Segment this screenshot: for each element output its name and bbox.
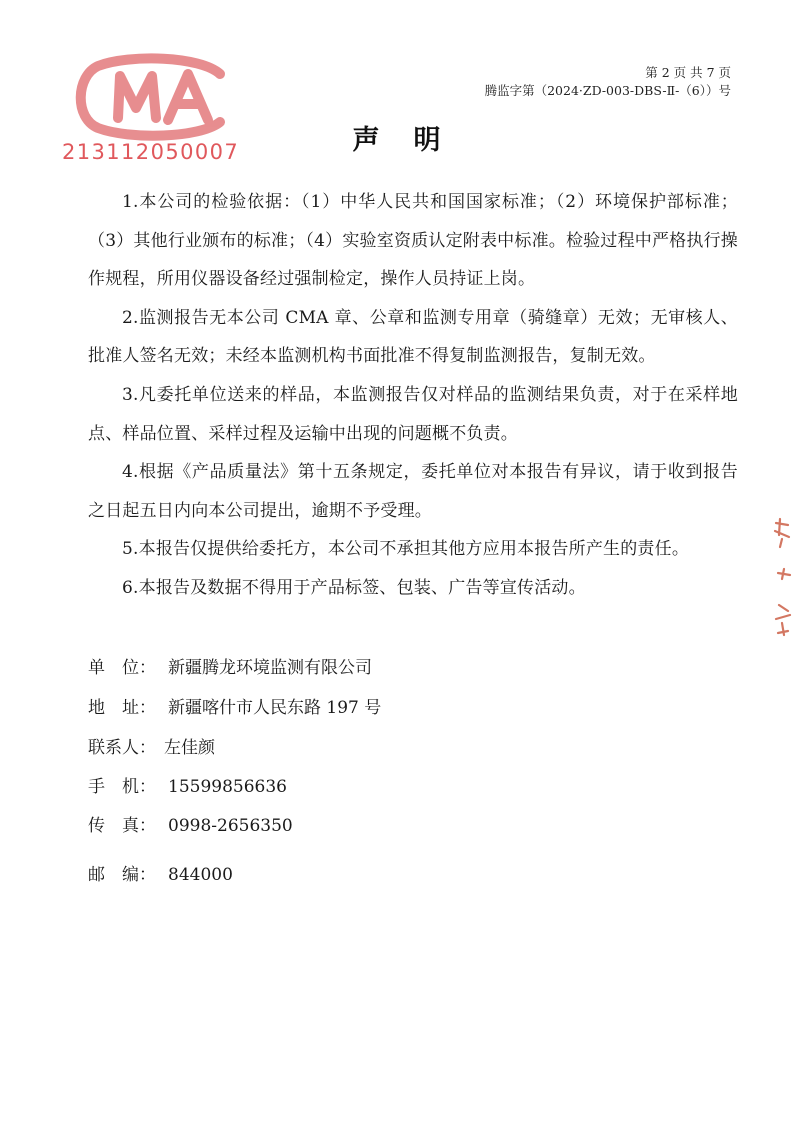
contact-address: [88, 693, 381, 718]
report-number: 腾监字第（2024·ZD-003-DBS-Ⅱ-（6））号: [484, 83, 731, 98]
cma-certificate-number: 213112050007: [62, 140, 240, 164]
postcode-value: 844000: [168, 865, 233, 885]
declaration-paragraph-5: 5.本报告仅提供给委托方，本公司不承担其他方应用本报告所产生的责任。: [122, 539, 690, 560]
declaration-paragraph-6: 6.本报告及数据不得用于产品标签、包装、广告等宣传活动。: [122, 577, 586, 598]
declaration-body: [88, 183, 738, 608]
contact-mobile: [88, 772, 287, 797]
fax-value: 0998-2656350: [168, 816, 293, 836]
unit-value: 新疆腾龙环境监测有限公司: [168, 658, 372, 678]
contact-postcode: [88, 860, 233, 885]
address-label: 地 址：: [88, 698, 156, 718]
contact-person-label: 联系人：: [88, 738, 156, 758]
fax-label: 传 真：: [88, 816, 156, 836]
contact-person-value: 左佳颜: [164, 738, 215, 758]
mobile-value: 15599856636: [168, 777, 287, 797]
contact-unit: [88, 653, 372, 678]
seam-stamp-marks: [770, 515, 793, 645]
page-title: 声明: [352, 125, 475, 156]
contact-person: [88, 733, 215, 758]
declaration-paragraph-2: 2.监测报告无本公司 CMA 章、公章和监测专用章（骑缝章）无效；无审核人、批准人签名无效；未经本监测机构书面批准不得复制监测报告，复制无效。: [88, 307, 738, 367]
declaration-paragraph-3: 3.凡委托单位送来的样品，本监测报告仅对样品的监测结果负责，对于在采样地点、样品位置、采样过程及运输中出现的问题概不负责。: [88, 384, 738, 444]
declaration-paragraph-1: 1.本公司的检验依据：（1）中华人民共和国国家标准；（2）环境保护部标准；（3）其他行业颁布的标准；（4）实验室资质认定附表中标准。检验过程中严格执行操作规程，所用仪器设备经过强制检定，操作人员持证上岗。: [88, 192, 738, 290]
page-indicator: 第 2 页 共 7 页: [645, 65, 731, 80]
declaration-paragraph-4: 4.根据《产品质量法》第十五条规定，委托单位对本报告有异议，请于收到报告之日起五日内向本公司提出，逾期不予受理。: [88, 462, 738, 521]
unit-label: 单 位：: [88, 658, 156, 678]
contact-fax: [88, 811, 293, 836]
mobile-label: 手 机：: [88, 777, 156, 797]
postcode-label: 邮 编：: [88, 865, 156, 885]
report-header: [485, 64, 731, 100]
address-value: 新疆喀什市人民东路 197 号: [168, 698, 382, 718]
